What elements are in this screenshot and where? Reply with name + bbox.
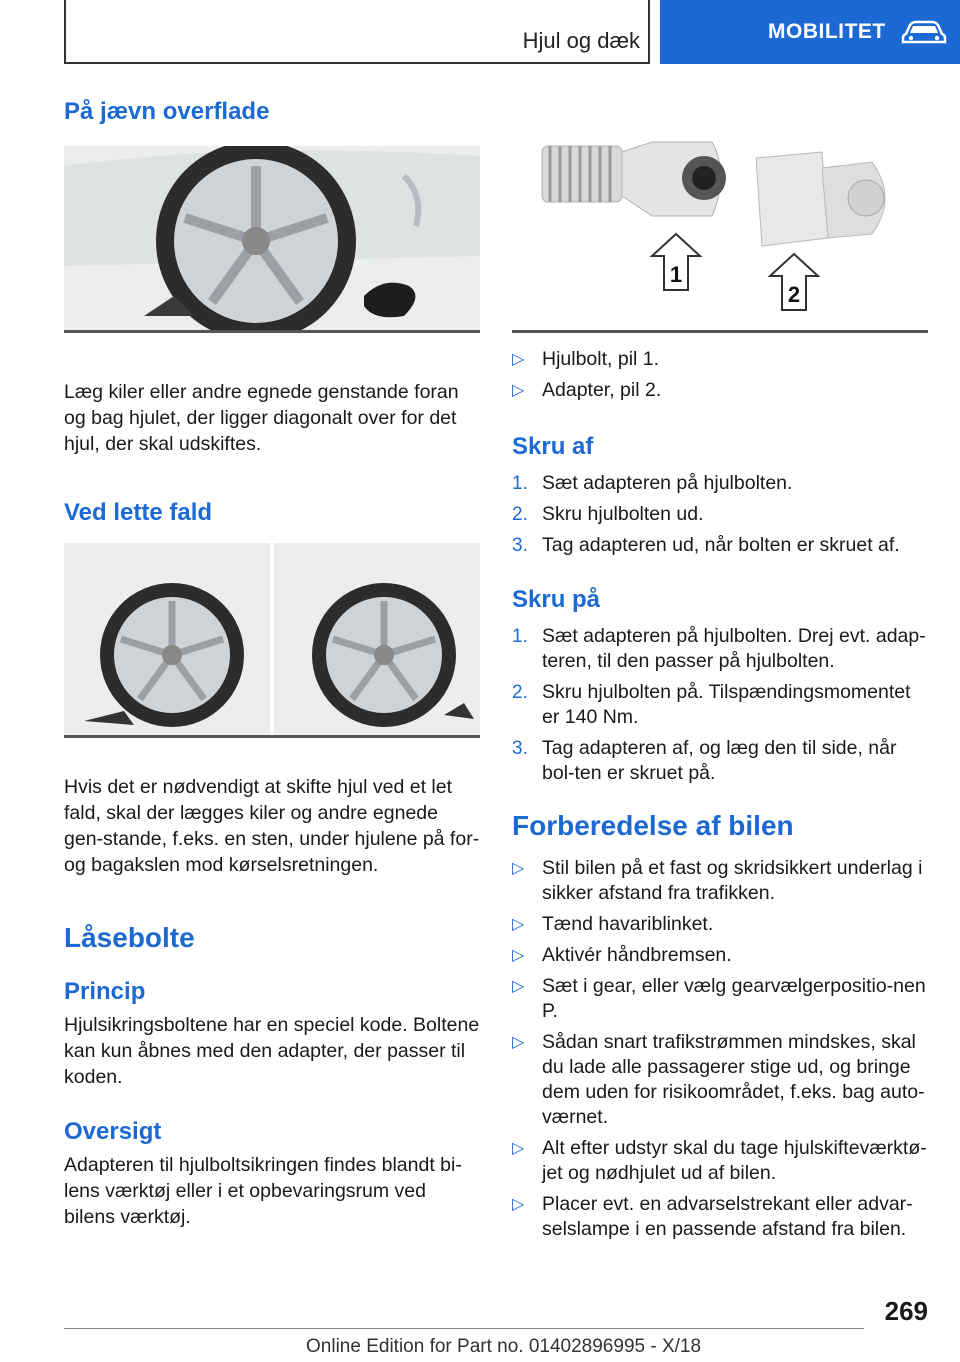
header-section-title: Hjul og dæk (522, 28, 640, 53)
page-number: 269 (884, 1296, 928, 1326)
triangle-bullet-icon: ▷ (512, 916, 525, 933)
triangle-bullet-icon: ▷ (512, 978, 525, 995)
list-item: 3. Tag adapteren ud, når bolten er skruet af. (512, 534, 900, 556)
heading-unscrew: Skru af (512, 433, 594, 460)
heading-slope: Ved lette fald (64, 499, 213, 526)
heading-screw-on: Skru på (512, 586, 601, 613)
list-item: ▷ Sæt i gear, eller vælg gearvælgerpositio-nen P. (512, 975, 926, 1022)
list-item: 2. Skru hjulbolten på. Tilspændingsmomentet er 140 Nm. (512, 681, 911, 728)
arrow-label-2: 2 (787, 282, 801, 307)
paragraph-overview: Adapteren til hjulboltsikringen findes blandt bi-lens værktøj eller i et opbevaringsrum ved bilens værktøj. (64, 1154, 462, 1228)
heading-principle: Princip (64, 978, 146, 1005)
image-wheel-flat (64, 146, 480, 333)
chapter-label: MOBILITET (768, 20, 886, 43)
right-column (512, 138, 928, 1248)
triangle-bullet-icon: ▷ (512, 1140, 525, 1157)
header-chapter-tab (660, 0, 960, 64)
list-item: 2. Skru hjulbolten ud. (512, 503, 704, 525)
list-item: ▷ Adapter, pil 2. (512, 379, 662, 401)
paragraph-slope: Hvis det er nødvendigt at skifte hjul ved et let fald, skal der lægges kiler og andre egnede gen-stande, f.eks. en sten, under hjulene på for- og bagakslen mod kørselsretningen. (64, 776, 480, 876)
footer-edition: Online Edition for Part no. 01402896995 - X/18 (306, 1336, 702, 1357)
list-item: ▷ Placer evt. en advarselstrekant eller advar-selslampe i en passende afstand fra bilen. (512, 1193, 913, 1240)
triangle-bullet-icon: ▷ (512, 1196, 525, 1213)
wheel-chock-illustration (64, 146, 480, 330)
list-item: 1. Sæt adapteren på hjulbolten. (512, 472, 793, 494)
heading-overview: Oversigt (64, 1118, 162, 1145)
triangle-bullet-icon: ▷ (512, 351, 525, 368)
list-item: ▷ Aktivér håndbremsen. (512, 944, 732, 966)
list-item: ▷ Tænd havariblinket. (512, 913, 714, 935)
arrow-label-1: 1 (669, 262, 683, 287)
footer-divider (64, 1328, 864, 1329)
unscrew-steps (512, 471, 928, 558)
heading-flat-surface: På jævn overflade (64, 98, 270, 125)
triangle-bullet-icon: ▷ (512, 382, 525, 399)
paragraph-flat-surface: Læg kiler eller andre egnede genstande foran og bag hjulet, der ligger diagonalt over for det hjul, der skal udskiftes. (64, 381, 459, 455)
list-item: ▷ Alt efter udstyr skal du tage hjulskifteværktø-jet og nødhjulet ud af bilen. (512, 1137, 927, 1184)
bolt-adapter-illustration (512, 138, 928, 330)
list-item: ▷ Stil bilen på et fast og skridsikkert underlag i sikker afstand fra trafikken. (512, 857, 923, 904)
list-item: ▷ Hjulbolt, pil 1. (512, 348, 660, 370)
legend-list (512, 347, 928, 403)
heading-lock-bolts: Låsebolte (64, 922, 195, 953)
list-item: 1. Sæt adapteren på hjulbolten. Drej evt. adap-teren, til den passer på hjulbolten. (512, 625, 926, 672)
slope-chock-illustration (64, 543, 480, 735)
list-item: ▷ Sådan snart trafikstrømmen mindskes, skal du lade alle passagerer stige ud, og bringe dem uden for risikoområdet, f.eks. bag auto-værnet. (512, 1031, 925, 1128)
left-column (64, 98, 480, 1230)
prepare-car-list (512, 856, 928, 1242)
image-bolt-adapter (512, 138, 928, 333)
list-item: 3. Tag adapteren af, og læg den til side, når bol-ten er skruet på. (512, 737, 897, 784)
triangle-bullet-icon: ▷ (512, 860, 525, 877)
heading-prepare-car: Forberedelse af bilen (512, 810, 794, 841)
image-wheels-slope (64, 543, 480, 738)
car-icon (900, 19, 948, 45)
paragraph-principle: Hjulsikringsboltene har en speciel kode. Boltene kan kun åbnes med den adapter, der passer til koden. (64, 1014, 480, 1088)
triangle-bullet-icon: ▷ (512, 1034, 525, 1051)
screw-on-steps (512, 624, 928, 786)
triangle-bullet-icon: ▷ (512, 947, 525, 964)
